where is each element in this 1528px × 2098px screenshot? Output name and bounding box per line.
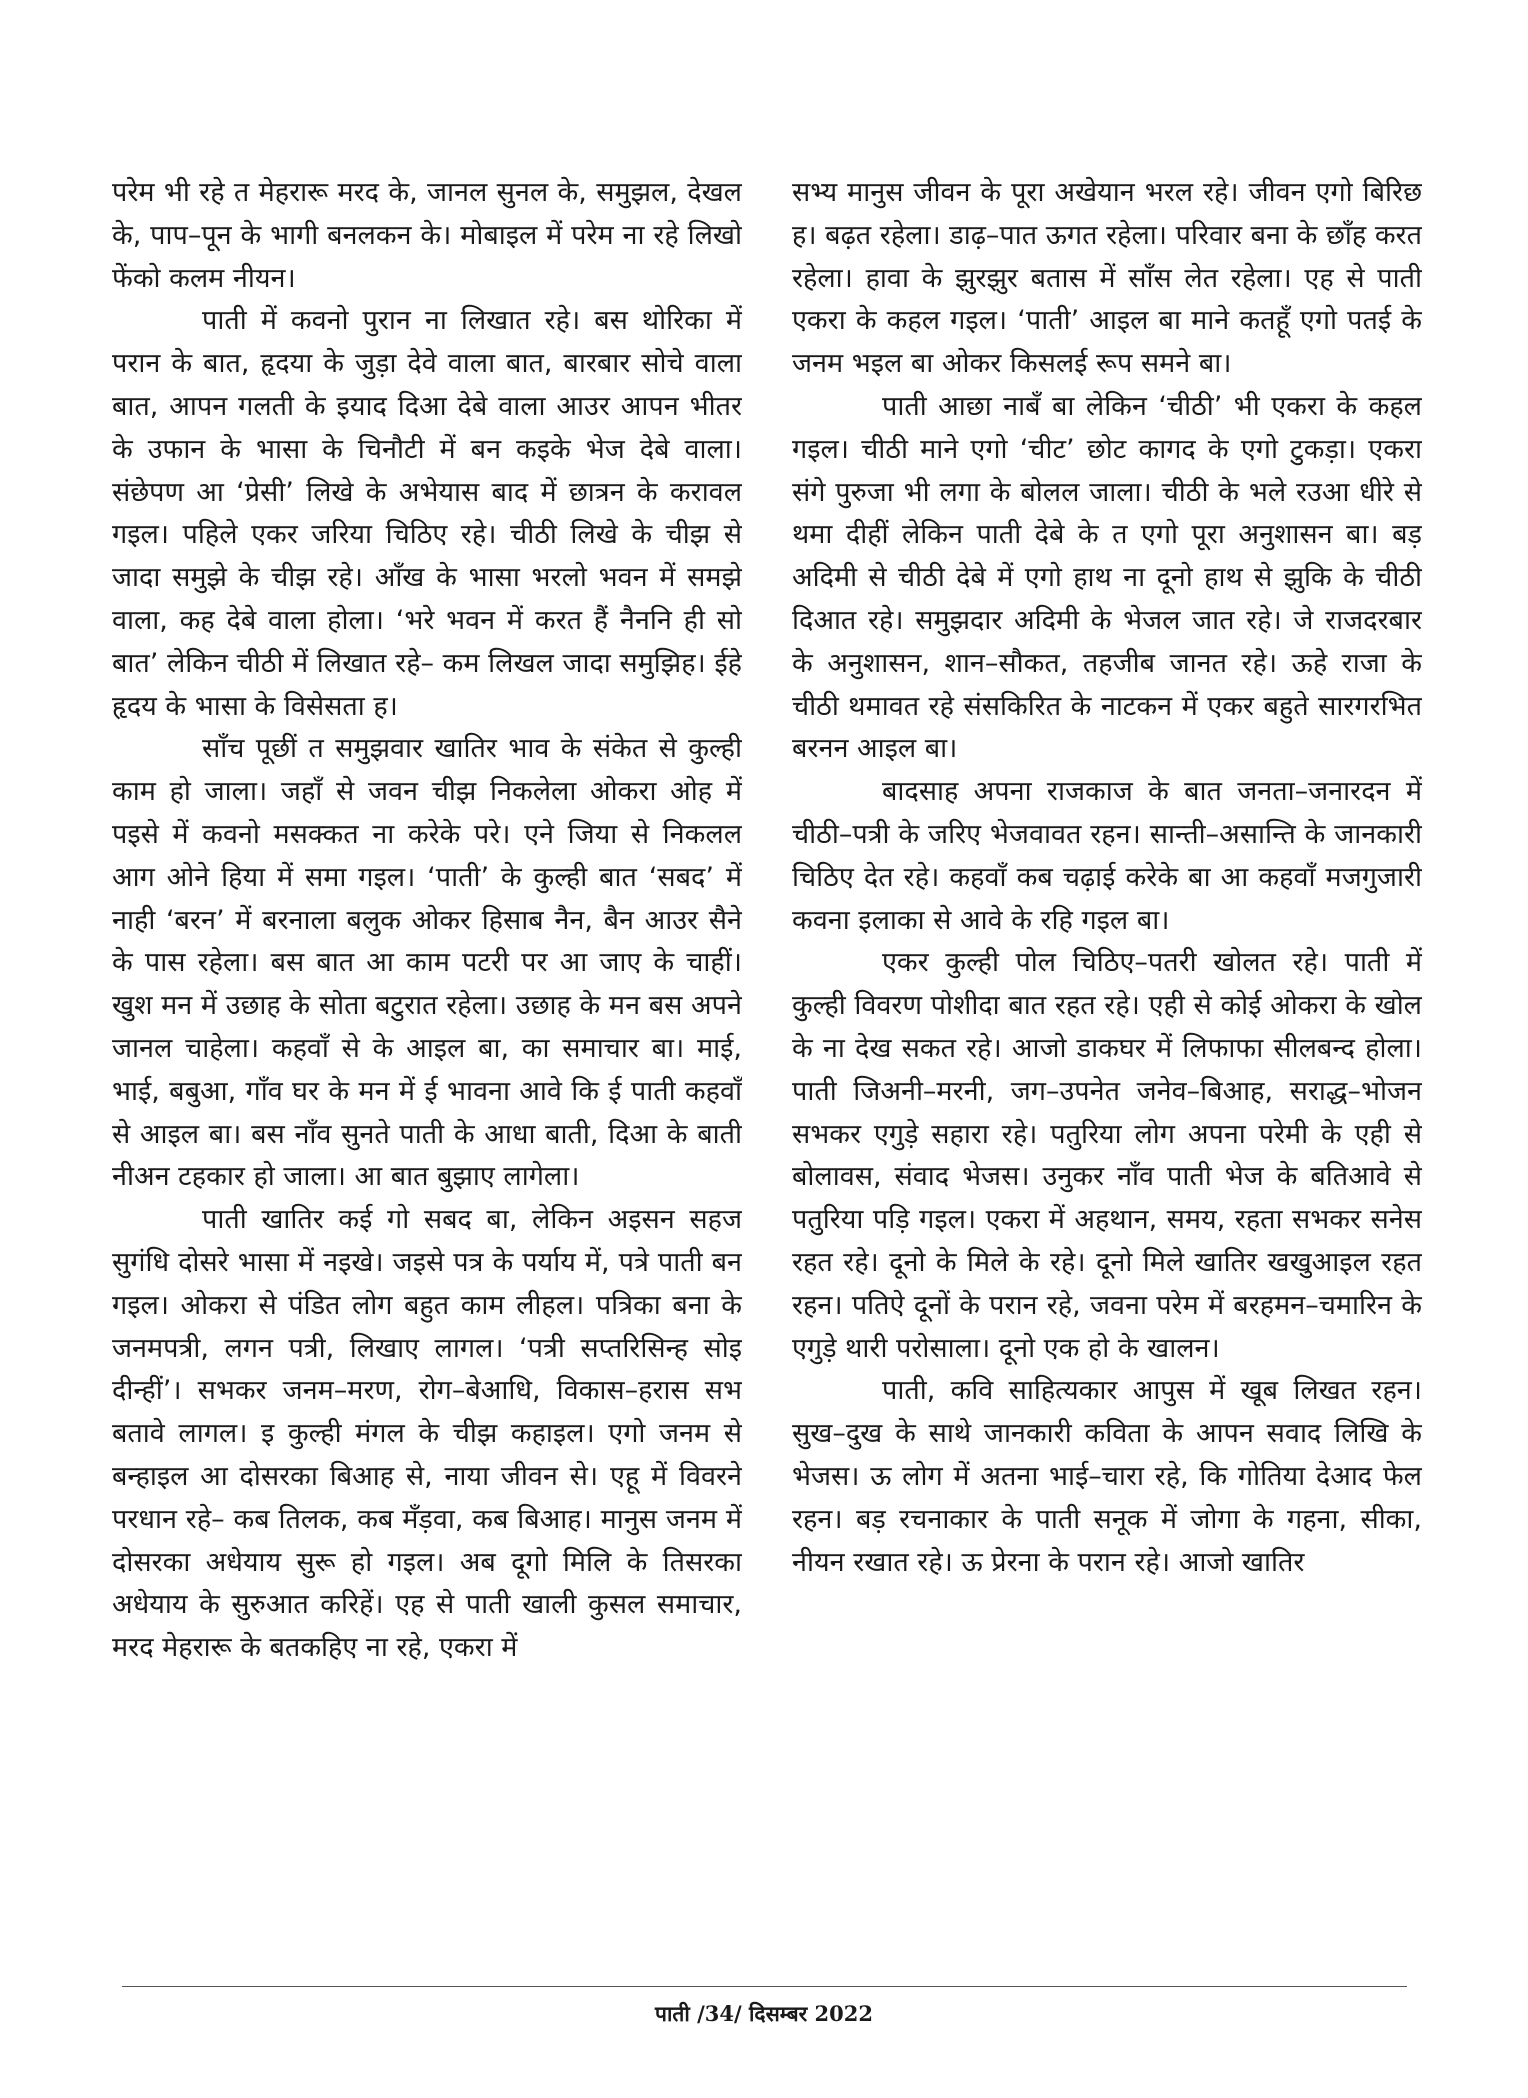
right-column bbox=[792, 172, 1422, 1967]
paragraph: पाती खातिर कई गो सबद बा, लेकिन अइसन सहज सुगंधि दोसरे भासा में नइखे। जइसे पत्र के पर्याय में, पत्रे पाती बन गइल। ओकरा से पंडित लोग बहुत काम लीहल। पत्रिका बना के जनमपत्री, लगन पत्री, लिखाए लागल। ‘पत्री सप्तरिसिन्ह सोइ दीन्हीं’। सभकर जनम–मरण, रोग–बेआधि, विकास–हरास सभ बतावे लागल। इ कुल्ही मंगल के चीझ कहाइल। एगो जनम से बन्हाइल आ दोसरका बिआह से, नाया जीवन से। एहू में विवरने परधान रहे– कब तिलक, कब मँड़वा, कब बिआह। मानुस जनम में दोसरका अधेयाय सुरू हो गइल। अब दूगो मिलि के तिसरका अधेयाय के सुरुआत करिहें। एह से पाती खाली कुसल समाचार, मरद मेहरारू के बतकहिए ना रहे, एकरा में bbox=[112, 1204, 742, 1664]
paragraph: बादसाह अपना राजकाज के बात जनता–जनारदन में चीठी–पत्री के जरिए भेजवावत रहन। सान्ती–असान्ति के जानकारी चिठिए देत रहे। कहवाँ कब चढ़ाई करेके बा आ कहवाँ मजगुजारी कवना इलाका से आवे के रहि गइल बा। bbox=[792, 776, 1422, 936]
paragraph: सभ्य मानुस जीवन के पूरा अखेयान भरल रहे। जीवन एगो बिरिछ ह। बढ़त रहेला। डाढ़–पात ऊगत रहेला। परिवार बना के छाँह करत रहेला। हावा के झुरझुर बतास में साँस लेत रहेला। एह से पाती एकरा के कहल गइल। ‘पाती’ आइल बा माने कतहूँ एगो पतई के जनम भइल बा ओकर किसलई रूप समने बा। bbox=[792, 177, 1422, 380]
paragraph: पाती में कवनो पुरान ना लिखात रहे। बस थोरिका में परान के बात, हृदया के जुड़ा देवे वाला बात, बारबार सोचे वाला बात, आपन गलती के इयाद दिआ देबे वाला आउर आपन भीतर के उफान के भासा के चिनौटी में बन कइके भेज देबे वाला। संछेपण आ ‘प्रेसी’ लिखे के अभेयास बाद में छात्रन के करावल गइल। पहिले एकर जरिया चिठिए रहे। चीठी लिखे के चीझ से जादा समुझे के चीझ रहे। आँख के भासा भरलो भवन में समझे वाला, कह देबे वाला होला। ‘भरे भवन में करत हैं नैननि ही सो बात’ लेकिन चीठी में लिखात रहे– कम लिखल जादा समुझिह। ईहे हृदय के भासा के विसेसता ह। bbox=[112, 305, 742, 722]
left-column bbox=[112, 172, 742, 1967]
paragraph: एकर कुल्ही पोल चिठिए–पतरी खोलत रहे। पाती में कुल्ही विवरण पोशीदा बात रहत रहे। एही से कोई ओकरा के खोल के ना देख सकत रहे। आजो डाकघर में लिफाफा सीलबन्द होला। पाती जिअनी–मरनी, जग–उपनेत जनेव–बिआह, सराद्ध–भोजन सभकर एगुड़े सहारा रहे। पतुरिया लोग अपना परेमी के एही से बोलावस, संवाद भेजस। उनुकर नाँव पाती भेज के बतिआवे से पतुरिया पड़ि गइल। एकरा में अहथान, समय, रहता सभकर सनेस रहत रहे। दूनो के मिले के रहे। दूनो मिले खातिर खखुआइल रहत रहन। पतिऐ दूनों के परान रहे, जवना परेम में बरहमन–चमारिन के एगुड़े थारी परोसाला। दूनो एक हो के खालन। bbox=[792, 947, 1422, 1364]
footer-divider bbox=[122, 1986, 1407, 1987]
paragraph: पाती आछा नाबँ बा लेकिन ‘चीठी’ भी एकरा के कहल गइल। चीठी माने एगो ‘चीट’ छोट कागद के एगो टुकड़ा। एकरा संगे पुरुजा भी लगा के बोलल जाला। चीठी के भले रउआ धीरे से थमा दीहीं लेकिन पाती देबे के त एगो पूरा अनुशासन बा। बड़ अदिमी से चीठी देबे में एगो हाथ ना दूनो हाथ से झुकि के चीठी दिआत रहे। समुझदार अदिमी के भेजल जात रहे। जे राजदरबार के अनुशासन, शान–सौकत, तहजीब जानत रहे। ऊहे राजा के चीठी थमावत रहे संसकिरित के नाटकन में एकर बहुते सारगरभित बरनन आइल बा। bbox=[792, 390, 1422, 765]
paragraph: पाती, कवि साहित्यकार आपुस में खूब लिखत रहन। सुख–दुख के साथे जानकारी कविता के आपन सवाद लिखि के भेजस। ऊ लोग में अतना भाई–चारा रहे, कि गोतिया देआद फेल रहन। बड़ रचनाकार के पाती सनूक में जोगा के गहना, सीका, नीयन रखात रहे। ऊ प्रेरना के परान रहे। आजो खातिर bbox=[792, 1375, 1422, 1578]
page-footer: पाती /34/ दिसम्बर 2022 bbox=[655, 2001, 873, 2026]
paragraph: परेम भी रहे त मेहरारू मरद के, जानल सुनल के, समुझल, देखल के, पाप–पून के भागी बनलकन के। मोबाइल में परेम ना रहे लिखो फेंको कलम नीयन। bbox=[112, 177, 742, 294]
paragraph: साँच पूछीं त समुझवार खातिर भाव के संकेत से कुल्ही काम हो जाला। जहाँ से जवन चीझ निकलेला ओकरा ओह में पइसे में कवनो मसक्कत ना करेके परे। एने जिया से निकलल आग ओने हिया में समा गइल। ‘पाती’ के कुल्ही बात ‘सबद’ में नाही ‘बरन’ में बरनाला बलुक ओकर हिसाब नैन, बैन आउर सैने के पास रहेला। बस बात आ काम पटरी पर आ जाए के चाहीं। खुश मन में उछाह के सोता बटुरात रहेला। उछाह के मन बस अपने जानल चाहेला। कहवाँ से के आइल बा, का समाचार बा। माई, भाई, बबुआ, गाँव घर के मन में ई भावना आवे कि ई पाती कहवाँ से आइल बा। बस नाँव सुनते पाती के आधा बाती, दिआ के बाती नीअन टहकार हो जाला। आ बात बुझाए लागेला। bbox=[112, 733, 742, 1193]
